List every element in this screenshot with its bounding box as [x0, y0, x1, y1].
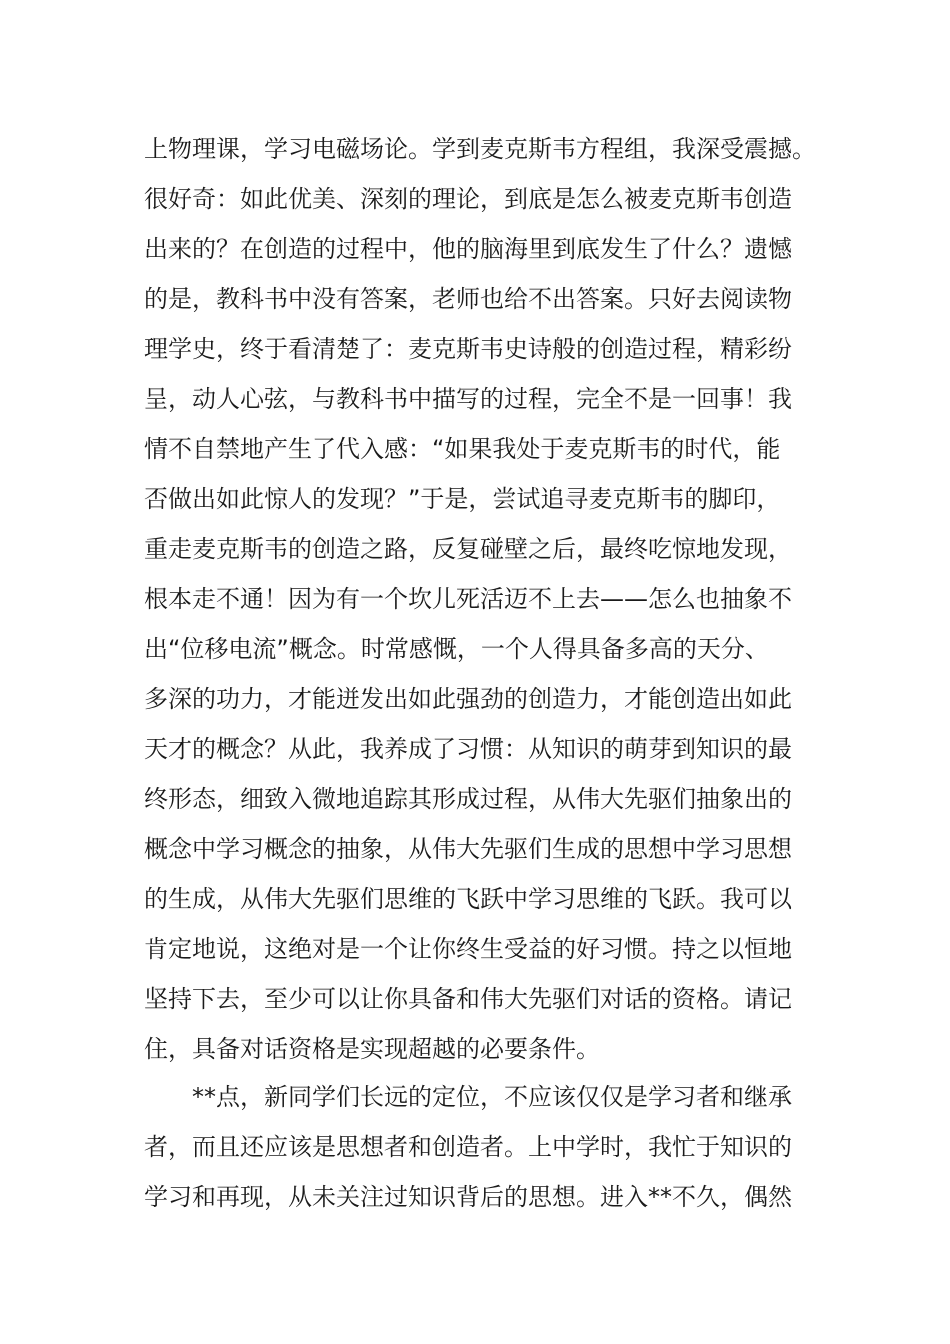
text-line: 上物理课，学习电磁场论。学到麦克斯韦方程组，我深受震撼。	[144, 135, 816, 163]
text-line: 天才的概念？从此，我养成了习惯：从知识的萌芽到知识的最	[144, 735, 792, 763]
text-line: 出“位移电流”概念。时常感慨，一个人得具备多高的天分、	[144, 635, 769, 663]
paragraph-2	[144, 1072, 824, 1222]
text-line: 根本走不通！因为有一个坎儿死活迈不上去——怎么也抽象不	[144, 585, 792, 613]
text-line: 多深的功力，才能迸发出如此强劲的创造力，才能创造出如此	[144, 685, 792, 713]
text-line: 住，具备对话资格是实现超越的必要条件。	[144, 1035, 600, 1063]
paragraph-1	[144, 124, 824, 1074]
text-line: 情不自禁地产生了代入感：“如果我处于麦克斯韦的时代，能	[144, 435, 781, 463]
text-line: 很好奇：如此优美、深刻的理论，到底是怎么被麦克斯韦创造	[144, 185, 792, 213]
text-line: 终形态，细致入微地追踪其形成过程，从伟大先驱们抽象出的	[144, 785, 792, 813]
text-line: 重走麦克斯韦的创造之路，反复碰壁之后，最终吃惊地发现，	[144, 535, 792, 563]
text-line: 的是，教科书中没有答案，老师也给不出答案。只好去阅读物	[144, 285, 792, 313]
text-line: 理学史，终于看清楚了：麦克斯韦史诗般的创造过程，精彩纷	[144, 335, 792, 363]
text-line: **点，新同学们长远的定位，不应该仅仅是学习者和继承	[144, 1083, 792, 1111]
text-line: 出来的？在创造的过程中，他的脑海里到底发生了什么？遗憾	[144, 235, 792, 263]
text-line: 否做出如此惊人的发现？”于是，尝试追寻麦克斯韦的脚印，	[144, 485, 781, 513]
text-line: 呈，动人心弦，与教科书中描写的过程，完全不是一回事！我	[144, 385, 792, 413]
text-line: 学习和再现，从未关注过知识背后的思想。进入**不久，偶然	[144, 1183, 792, 1211]
text-line: 坚持下去，至少可以让你具备和伟大先驱们对话的资格。请记	[144, 985, 792, 1013]
text-line: 者，而且还应该是思想者和创造者。上中学时，我忙于知识的	[144, 1133, 792, 1161]
text-line: 的生成，从伟大先驱们思维的飞跃中学习思维的飞跃。我可以	[144, 885, 792, 913]
text-line: 肯定地说，这绝对是一个让你终生受益的好习惯。持之以恒地	[144, 935, 792, 963]
text-line: 概念中学习概念的抽象，从伟大先驱们生成的思想中学习思想	[144, 835, 792, 863]
